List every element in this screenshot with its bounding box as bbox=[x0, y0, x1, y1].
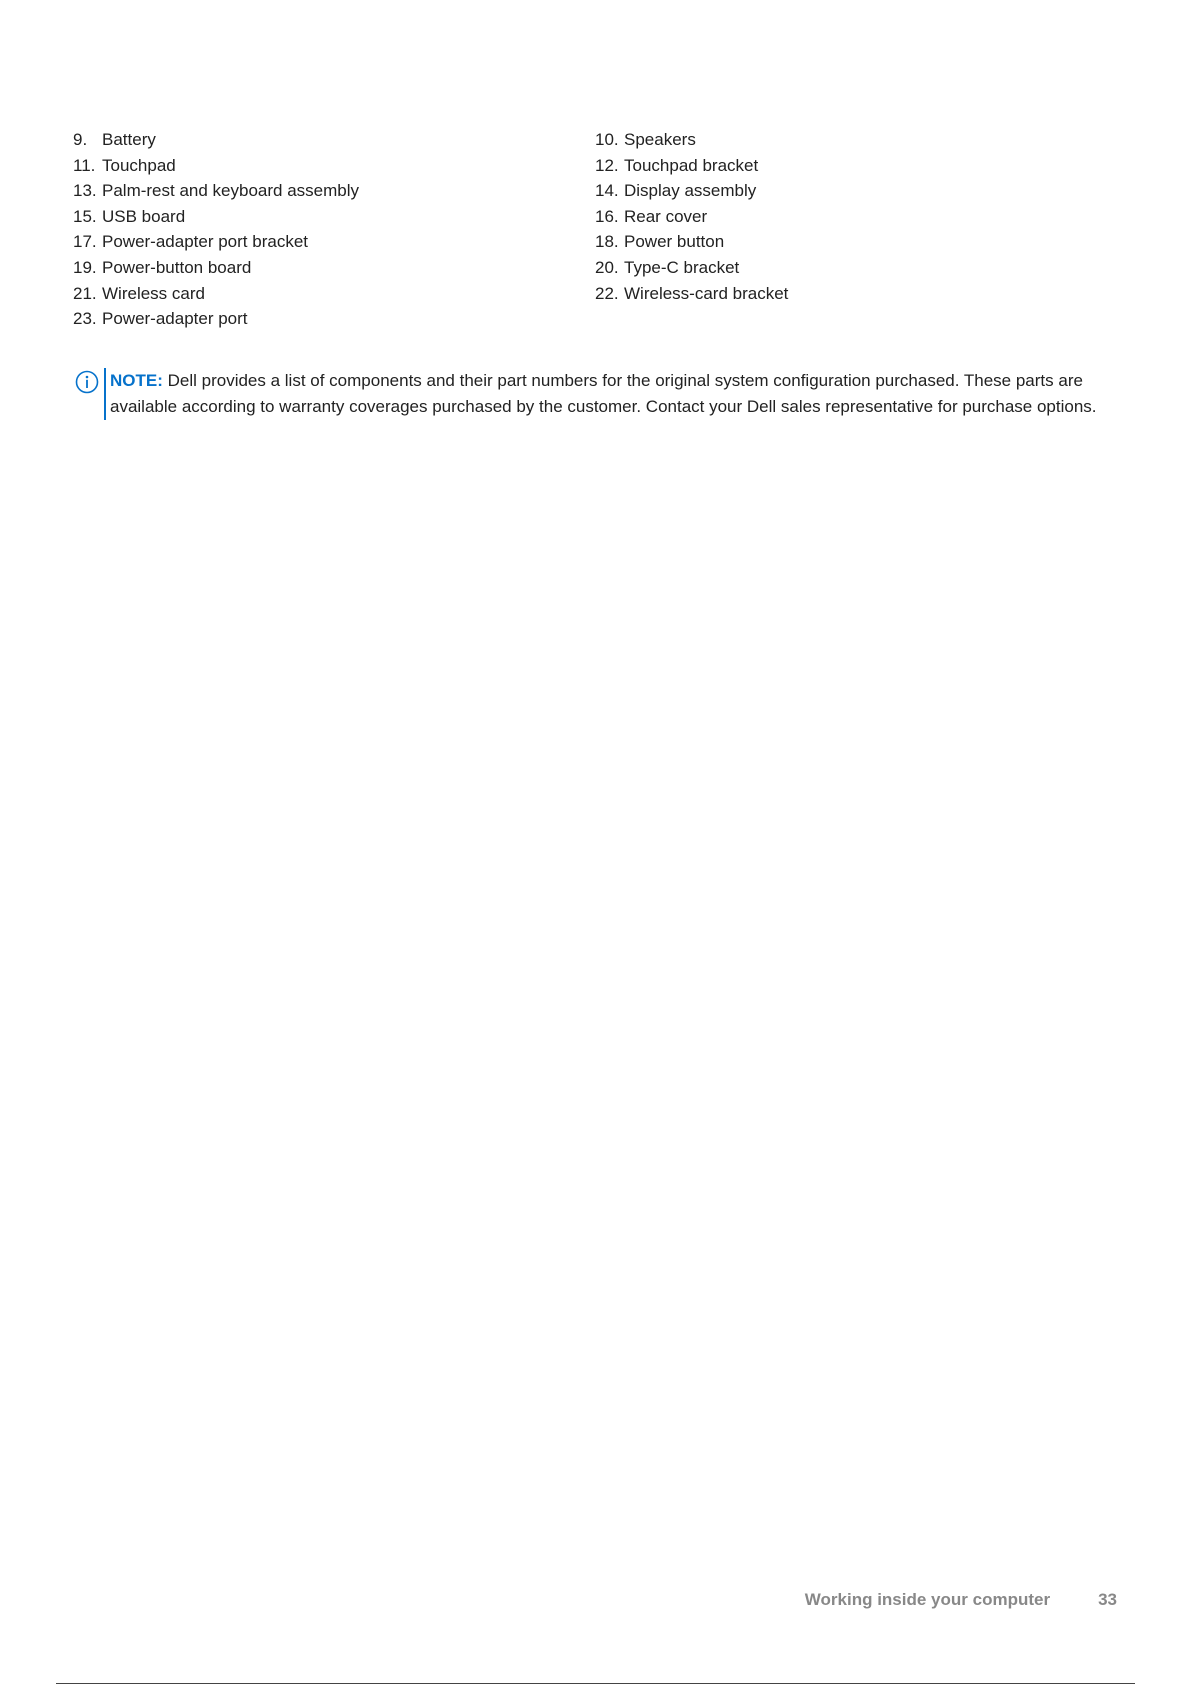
part-label: Rear cover bbox=[624, 206, 708, 226]
part-number: 11. bbox=[73, 155, 96, 175]
part-label: Power button bbox=[624, 232, 725, 252]
page-footer bbox=[805, 1590, 1117, 1610]
part-label: Speakers bbox=[624, 130, 696, 149]
part-label: Power-button board bbox=[102, 257, 252, 277]
list-item bbox=[595, 255, 1117, 281]
part-number: 17. bbox=[73, 232, 97, 252]
list-item bbox=[595, 127, 1117, 153]
part-number: 14. bbox=[595, 181, 619, 201]
list-item bbox=[73, 255, 595, 281]
list-item bbox=[73, 127, 595, 153]
part-number: 22. bbox=[595, 283, 619, 303]
list-item bbox=[73, 229, 595, 255]
part-label: Power-adapter port bracket bbox=[102, 232, 308, 252]
list-item bbox=[595, 229, 1117, 255]
part-number: 15. bbox=[73, 206, 97, 226]
note-text: Dell provides a list of components and their part numbers for the original system configuration purchased. These parts are available according to warranty coverages purchased by the customer. Contact your Dell sales representative for purchase options. bbox=[110, 371, 1097, 416]
list-item bbox=[595, 204, 1117, 230]
part-label: Type-C bracket bbox=[624, 257, 740, 277]
part-label: Palm-rest and keyboard assembly bbox=[102, 181, 360, 201]
list-item bbox=[73, 178, 595, 204]
part-label: Wireless-card bracket bbox=[624, 283, 789, 303]
part-number: 12. bbox=[595, 155, 619, 175]
part-number: 13. bbox=[73, 181, 97, 201]
part-number: 10. bbox=[595, 130, 619, 149]
part-label: Touchpad bracket bbox=[624, 155, 759, 175]
parts-list bbox=[73, 127, 1123, 332]
footer-section-title: Working inside your computer bbox=[804, 1590, 1051, 1609]
part-label: Battery bbox=[102, 130, 156, 149]
note-body bbox=[104, 368, 1120, 420]
list-item bbox=[595, 178, 1117, 204]
part-label: USB board bbox=[102, 206, 186, 226]
part-label: Wireless card bbox=[102, 283, 205, 303]
part-number: 16. bbox=[595, 206, 619, 226]
list-item bbox=[595, 153, 1117, 179]
info-icon bbox=[75, 370, 99, 394]
list-item bbox=[595, 281, 1117, 307]
note-callout bbox=[75, 368, 1125, 420]
note-label: NOTE: bbox=[110, 371, 163, 390]
part-number: 21. bbox=[73, 283, 97, 303]
part-label: Touchpad bbox=[102, 155, 176, 175]
page-number: 33 bbox=[1098, 1590, 1117, 1609]
part-number: 19. bbox=[73, 257, 97, 277]
list-item bbox=[73, 281, 595, 307]
part-label: Power-adapter port bbox=[102, 309, 248, 329]
part-label: Display assembly bbox=[624, 181, 757, 201]
part-number: 9. bbox=[73, 130, 88, 149]
list-item bbox=[73, 153, 595, 179]
part-number: 18. bbox=[595, 232, 619, 252]
list-item bbox=[73, 204, 595, 230]
part-number: 23. bbox=[73, 309, 97, 329]
list-item bbox=[73, 306, 595, 332]
part-number: 20. bbox=[595, 257, 619, 277]
